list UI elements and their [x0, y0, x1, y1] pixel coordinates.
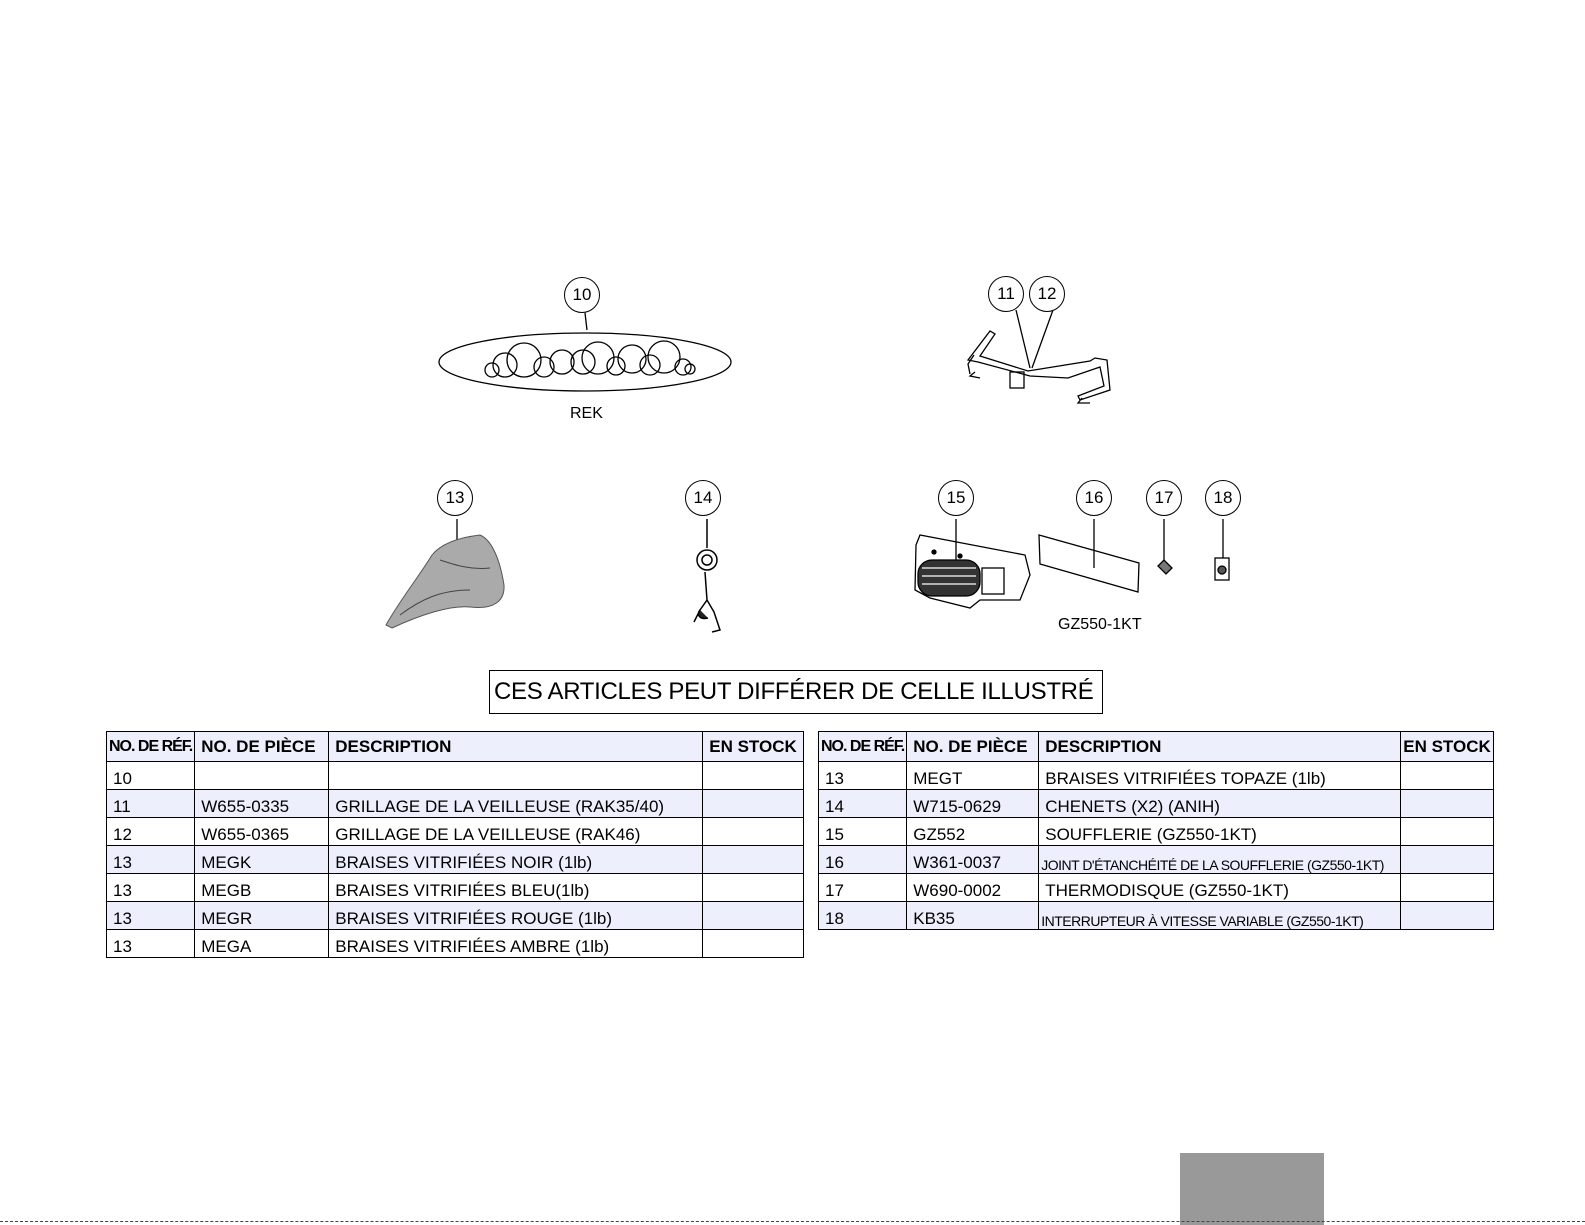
desc-cell: JOINT D'ÉTANCHÉITÉ DE LA SOUFFLERIE (GZ550-1KT) [1039, 846, 1401, 874]
parts-table-left [106, 731, 804, 958]
page-bottom-divider [0, 1221, 1585, 1222]
stock-cell [1401, 874, 1494, 902]
table-row [107, 762, 804, 790]
part-cell: W361-0037 [907, 846, 1039, 874]
rek-label: REK [570, 405, 603, 422]
ref-cell: 12 [107, 818, 195, 846]
header-ref-no: NO. DE RÉF. [107, 732, 195, 762]
part-cell: W715-0629 [907, 790, 1039, 818]
ember-kit-drawing [439, 313, 731, 391]
stock-cell [1401, 818, 1494, 846]
andirons-drawing [694, 519, 720, 632]
desc-cell: THERMODISQUE (GZ550-1KT) [1039, 874, 1401, 902]
ref-cell: 13 [107, 930, 195, 958]
header-description: DESCRIPTION [1039, 732, 1401, 762]
part-cell: W655-0335 [195, 790, 329, 818]
header-part-no: NO. DE PIÈCE [195, 732, 329, 762]
ref-cell: 10 [107, 762, 195, 790]
callout-11: 11 [988, 276, 1024, 312]
table-row [819, 874, 1494, 902]
table-row [107, 846, 804, 874]
ref-cell: 13 [107, 902, 195, 930]
desc-cell: BRAISES VITRIFIÉES AMBRE (1lb) [329, 930, 703, 958]
ref-cell: 11 [107, 790, 195, 818]
pilot-guard-drawing [968, 310, 1110, 403]
table-row [819, 902, 1494, 930]
part-cell: KB35 [907, 902, 1039, 930]
table-header-row [819, 732, 1494, 762]
ref-cell: 13 [107, 874, 195, 902]
table-row [107, 874, 804, 902]
header-description: DESCRIPTION [329, 732, 703, 762]
part-cell [195, 762, 329, 790]
part-cell: MEGT [907, 762, 1039, 790]
blower-kit-label: GZ550-1KT [1058, 616, 1142, 633]
table-row [819, 790, 1494, 818]
ref-cell: 18 [819, 902, 907, 930]
gasket-drawing [1039, 519, 1139, 592]
ref-cell: 16 [819, 846, 907, 874]
callout-14: 14 [685, 480, 721, 516]
desc-cell: BRAISES VITRIFIÉES TOPAZE (1lb) [1039, 762, 1401, 790]
ref-cell: 13 [819, 762, 907, 790]
header-in-stock: EN STOCK [1401, 732, 1494, 762]
desc-cell: BRAISES VITRIFIÉES BLEU(1lb) [329, 874, 703, 902]
part-cell: MEGA [195, 930, 329, 958]
table-row [107, 818, 804, 846]
part-cell: MEGK [195, 846, 329, 874]
part-cell: MEGB [195, 874, 329, 902]
table-row [107, 790, 804, 818]
ref-cell: 13 [107, 846, 195, 874]
callout-10: 10 [564, 277, 600, 313]
callout-16: 16 [1076, 480, 1112, 516]
desc-cell [329, 762, 703, 790]
header-in-stock: EN STOCK [703, 732, 804, 762]
stock-cell [703, 790, 804, 818]
part-cell: MEGR [195, 902, 329, 930]
desc-cell: BRAISES VITRIFIÉES ROUGE (1lb) [329, 902, 703, 930]
stock-cell [703, 902, 804, 930]
blower-drawing [915, 519, 1030, 608]
stock-cell [703, 762, 804, 790]
stock-cell [703, 930, 804, 958]
stock-cell [703, 846, 804, 874]
table-header-row [107, 732, 804, 762]
page-tab-marker [1180, 1153, 1324, 1225]
stock-cell [703, 874, 804, 902]
part-cell: W690-0002 [907, 874, 1039, 902]
ember-pile-drawing [386, 519, 504, 628]
header-ref-no: NO. DE RÉF. [819, 732, 907, 762]
stock-cell [1401, 762, 1494, 790]
table-row [819, 846, 1494, 874]
desc-cell: INTERRUPTEUR À VITESSE VARIABLE (GZ550-1KT) [1039, 902, 1401, 930]
desc-cell: GRILLAGE DE LA VEILLEUSE (RAK46) [329, 818, 703, 846]
thermodisc-drawing [1158, 519, 1172, 574]
callout-17: 17 [1146, 480, 1182, 516]
ref-cell: 14 [819, 790, 907, 818]
table-row [107, 902, 804, 930]
part-cell: GZ552 [907, 818, 1039, 846]
callout-12: 12 [1029, 276, 1065, 312]
stock-cell [1401, 846, 1494, 874]
desc-cell: BRAISES VITRIFIÉES NOIR (1lb) [329, 846, 703, 874]
part-cell: W655-0365 [195, 818, 329, 846]
stock-cell [1401, 790, 1494, 818]
ref-cell: 17 [819, 874, 907, 902]
desc-cell: CHENETS (X2) (ANIH) [1039, 790, 1401, 818]
header-part-no: NO. DE PIÈCE [907, 732, 1039, 762]
ref-cell: 15 [819, 818, 907, 846]
desc-cell: GRILLAGE DE LA VEILLEUSE (RAK35/40) [329, 790, 703, 818]
table-row [819, 818, 1494, 846]
stock-cell [703, 818, 804, 846]
callout-18: 18 [1205, 480, 1241, 516]
parts-table-right [818, 731, 1494, 930]
stock-cell [1401, 902, 1494, 930]
table-row [107, 930, 804, 958]
table-row [819, 762, 1494, 790]
illustration-notice: CES ARTICLES PEUT DIFFÉRER DE CELLE ILLUSTRÉ [489, 670, 1103, 714]
callout-15: 15 [938, 480, 974, 516]
callout-13: 13 [437, 480, 473, 516]
desc-cell: SOUFFLERIE (GZ550-1KT) [1039, 818, 1401, 846]
speed-switch-drawing [1215, 519, 1229, 580]
